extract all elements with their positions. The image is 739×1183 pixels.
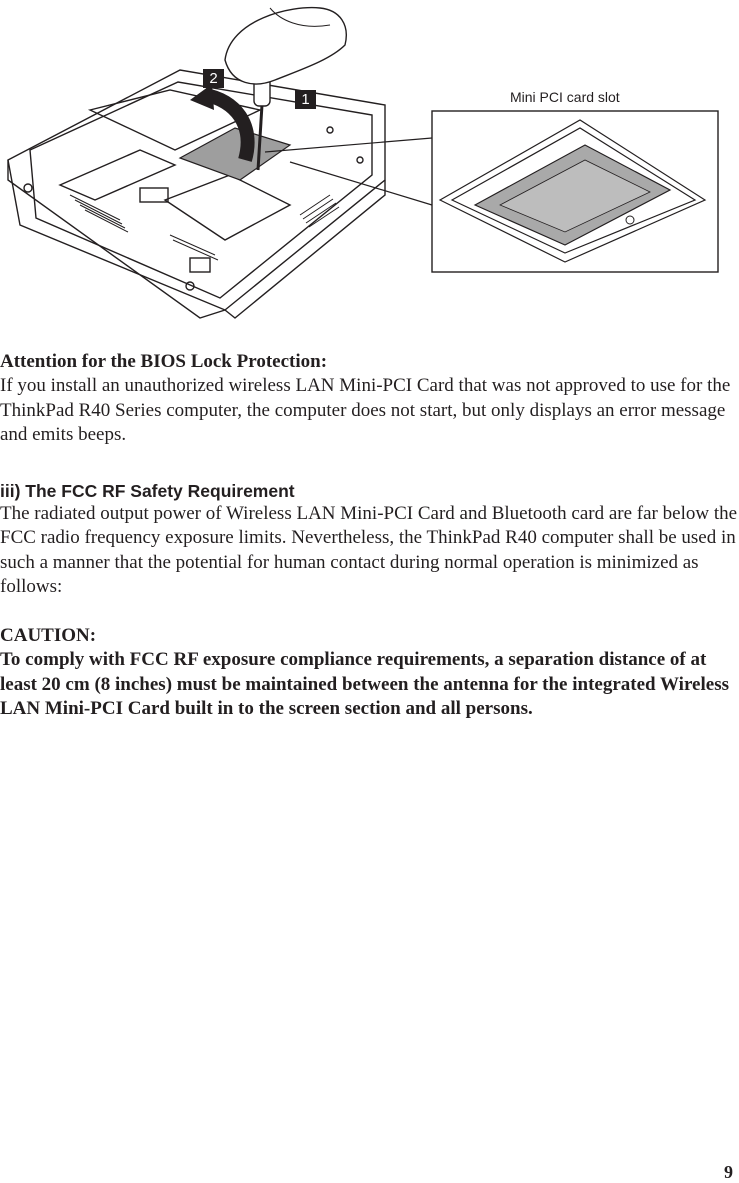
bios-heading: Attention for the BIOS Lock Protection: — [0, 351, 328, 372]
fcc-section — [0, 480, 739, 599]
bios-body: If you install an unauthorized wireless LAN Mini-PCI Card that was not approved to use for the ThinkPad R40 Series computer, the computer does not start, but only displays an error message and emits beeps. — [0, 375, 731, 445]
hand — [225, 8, 346, 84]
mini-pci-removal-figure — [0, 0, 739, 330]
laptop-base-outline — [8, 70, 385, 310]
caution-section — [0, 624, 739, 721]
fcc-body: The radiated output power of Wireless LAN Mini-PCI Card and Bluetooth card are far below the FCC radio frequency exposure limits. Nevertheless, the ThinkPad R40 computer shall be used in such a manner that the potential for human contact during normal operation is minimized as follows: — [0, 503, 738, 597]
fcc-heading: iii) The FCC RF Safety Requirement — [0, 481, 295, 501]
mini-pci-slot-label: Mini PCI card slot — [510, 89, 620, 105]
caution-heading: CAUTION: — [0, 625, 97, 646]
callout-2-badge: 2 — [203, 69, 224, 88]
callout-1-badge: 1 — [295, 90, 316, 109]
caution-body: To comply with FCC RF exposure compliance requirements, a separation distance of at least 20 cm (8 inches) must be maintained between the antenna for the integrated Wireless LAN Mini-PCI Card built in to the screen section and all persons. — [0, 649, 729, 719]
laptop-illustration — [0, 0, 739, 330]
bios-section — [0, 350, 739, 447]
page-number: 9 — [724, 1162, 733, 1182]
